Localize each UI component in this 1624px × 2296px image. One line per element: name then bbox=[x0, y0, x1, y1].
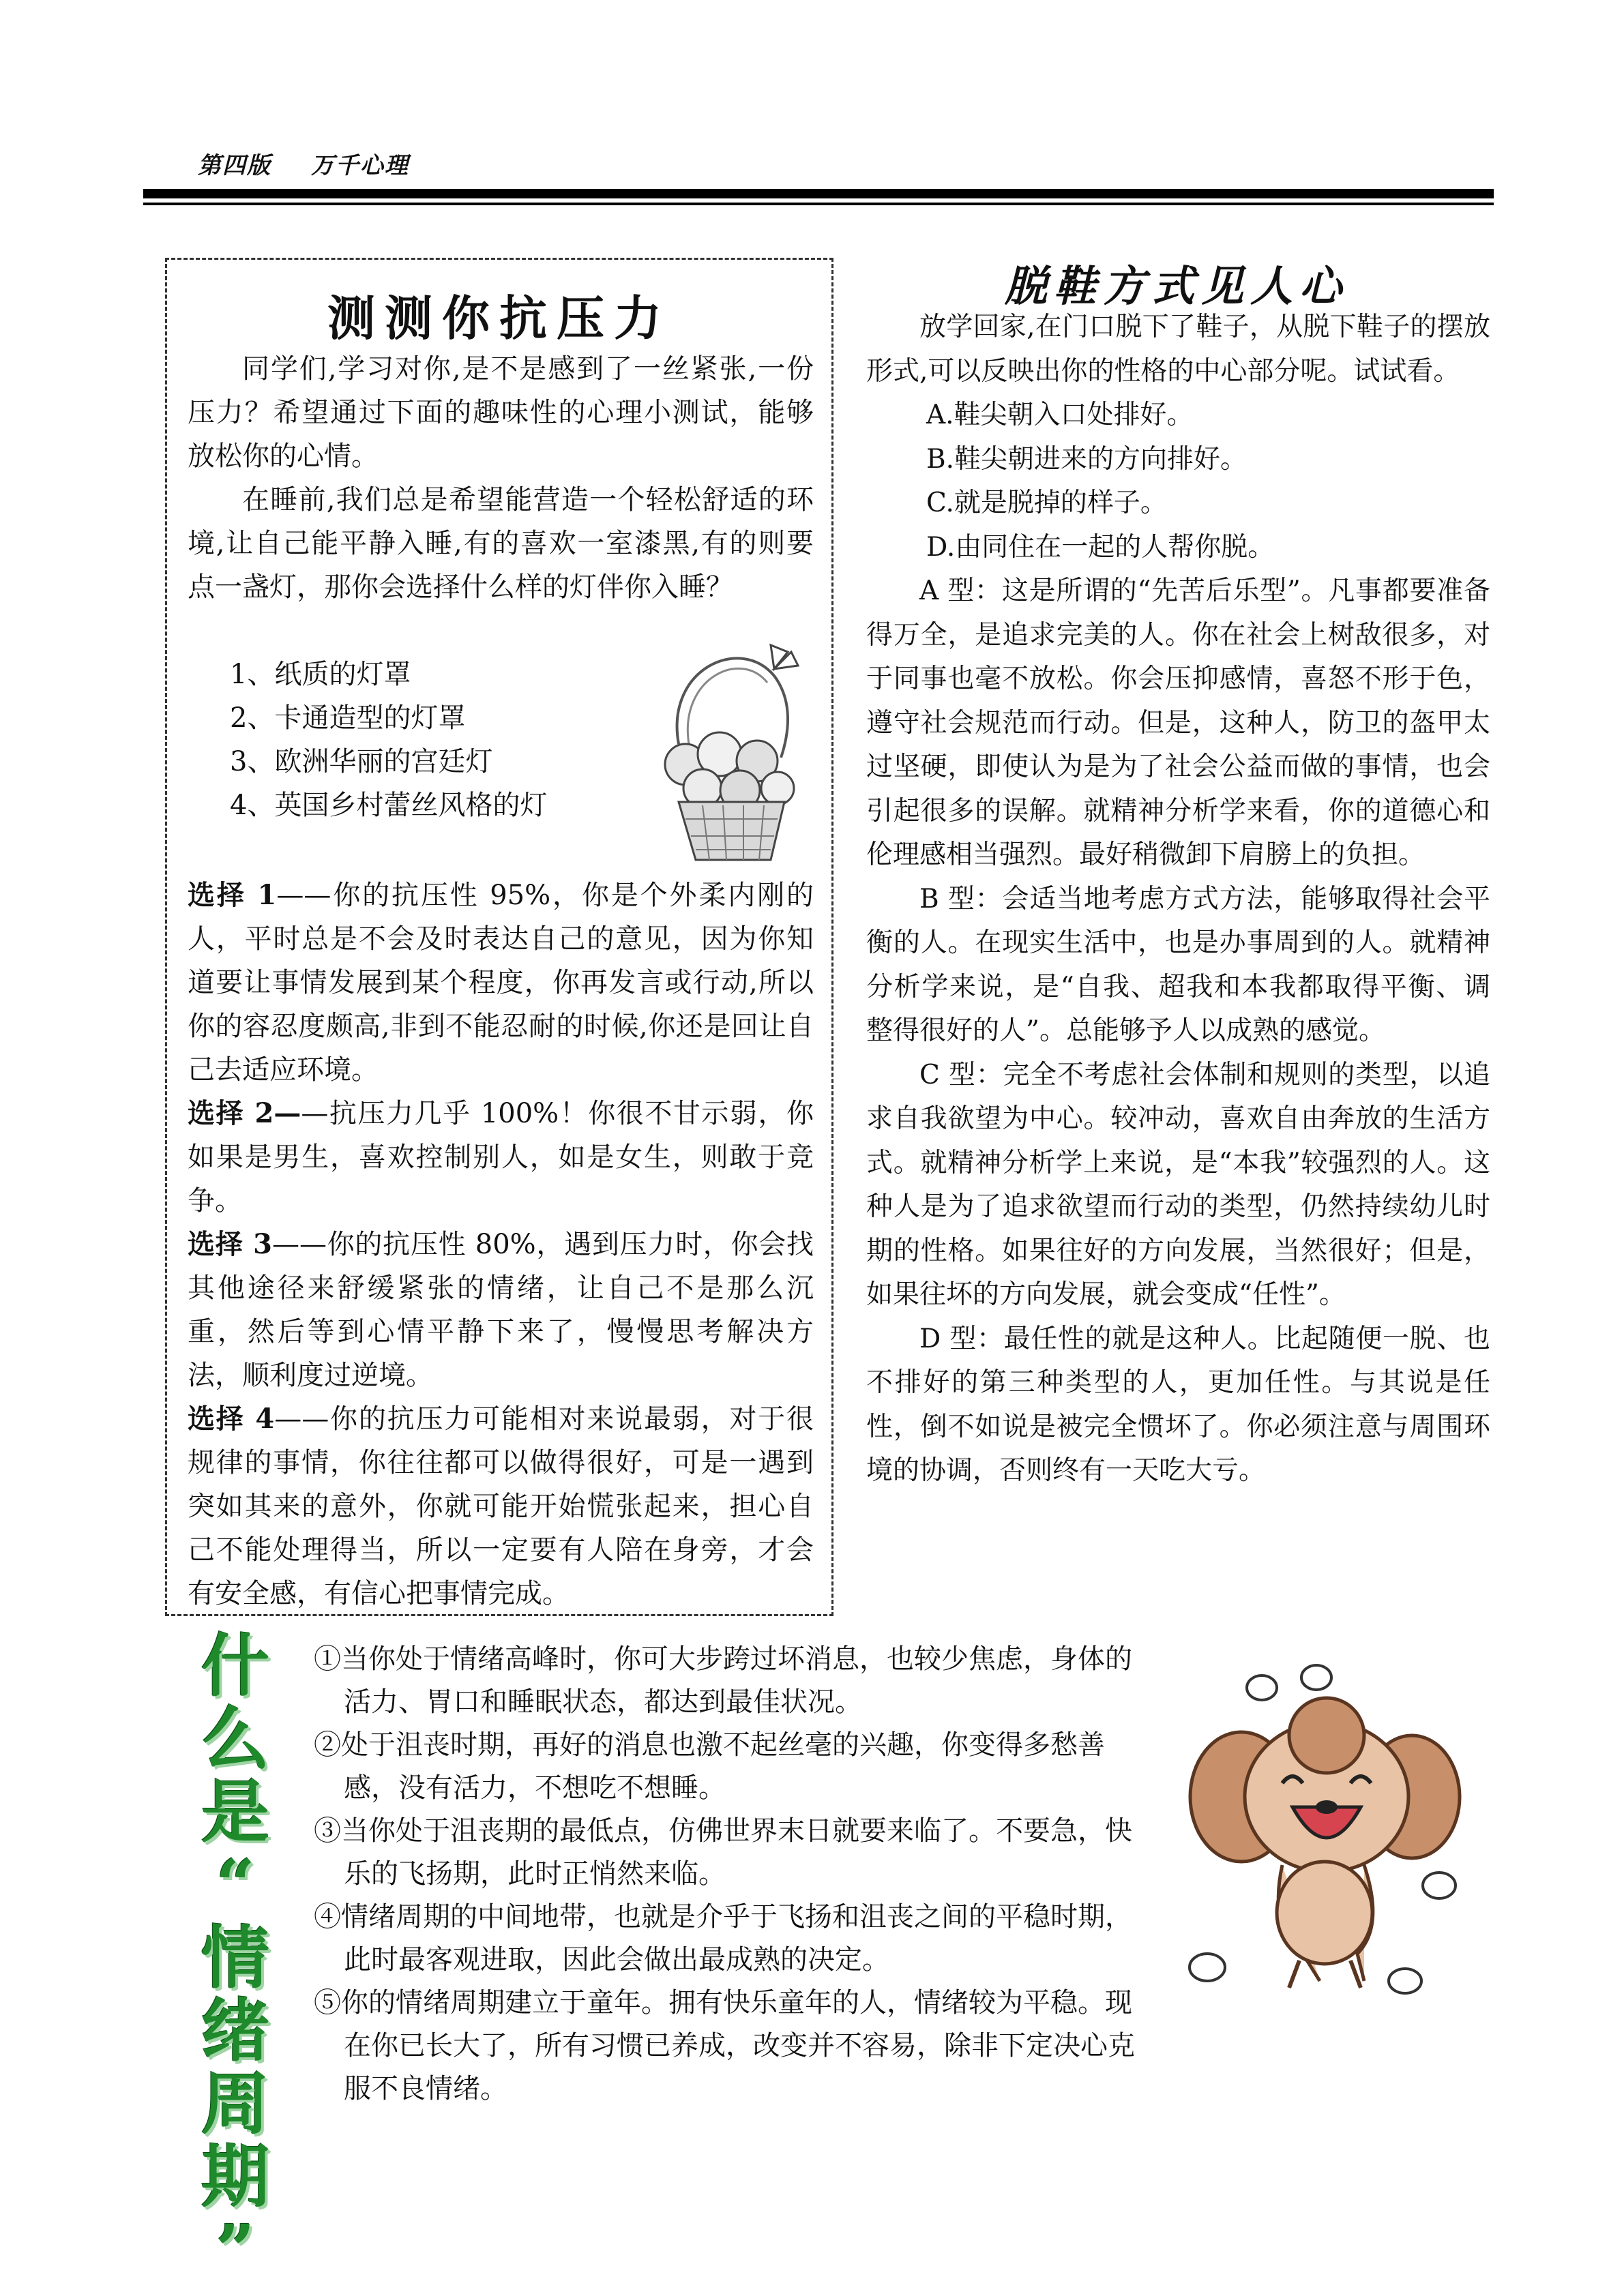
type-b: B 型：会适当地考虑方式方法，能够取得社会平衡的人。在现实生活中，也是办事周到的人。就精神分析学来说，是“自我、超我和本我都取得平衡、调整得很好的人”。总能够予人以成熟的感觉。 bbox=[866, 883, 1490, 1046]
column-label: 万千心理 bbox=[310, 152, 409, 179]
shoes-article-title: 脱鞋方式见人心 bbox=[1004, 261, 1348, 311]
page-header bbox=[198, 147, 439, 180]
intro-paragraph-1: 同学们,学习对你,是不是感到了一丝紧张,一份压力？希望通过下面的趣味性的心理小测试，能够放松你的心情。 bbox=[188, 353, 814, 472]
emotion-cycle-vertical-title bbox=[184, 1626, 286, 2290]
choice-4 bbox=[188, 1397, 814, 1615]
option-item: 4、英国乡村蕾丝风格的灯 bbox=[230, 790, 548, 821]
title-char: 什 bbox=[201, 1626, 269, 1706]
title-char: 绪 bbox=[201, 1991, 269, 2071]
shoes-article-body bbox=[866, 305, 1490, 1493]
header-rule-thick bbox=[143, 189, 1494, 198]
shoe-option: B.鞋尖朝进来的方向排好。 bbox=[926, 443, 1247, 475]
type-c: C 型：完全不考虑社会体制和规则的类型，以追求自我欲望为中心。较冲动，喜欢自由奔放的生活方式。就精神分析学上来说，是“本我”较强烈的人。这种人是为了追求欲望而行动的类型，仍然持续幼儿时期的性格。如果往好的方向发展，当然很好；但是，如果往坏的方向发展，就会变成“任性”。 bbox=[866, 1059, 1490, 1310]
title-char: ” bbox=[216, 2209, 255, 2290]
title-char: 周 bbox=[201, 2063, 269, 2144]
section-label: 第四版 bbox=[198, 152, 271, 179]
choice-1-label: 选择 1 bbox=[188, 879, 277, 911]
emotion-cycle-list bbox=[314, 1638, 1142, 2111]
choice-4-text: ——你的抗压力可能相对来说最弱，对于很规律的事情，你往往都可以做得很好，可是一遇到突如其来的意外，你就可能开始慌张起来，担心自己不能处理得当，所以一定要有人陪在身旁，才会有安全感，有信心把事情完成。 bbox=[188, 1403, 814, 1609]
choice-1-text: ——你的抗压性 95%，你是个外柔内刚的人，平时总是不会及时表达自己的意见，因为你知道要让事情发展到某个程度，你再发言或行动,所以你的容忍度颇高,非到不能忍耐的时候,你还是回让自己去适应环境。 bbox=[188, 880, 814, 1086]
cycle-item: ①当你处于情绪高峰时，你可大步跨过坏消息，也较少焦虑，身体的活力、胃口和睡眠状态，都达到最佳状况。 bbox=[314, 1643, 1132, 1718]
cycle-item: ④情绪周期的中间地带，也就是介乎于飞扬和沮丧之间的平稳时期，此时最客观进取，因此会做出最成熟的决定。 bbox=[314, 1901, 1132, 1976]
intro-paragraph-2: 在睡前,我们总是希望能营造一个轻松舒适的环境,让自己能平静入睡,有的喜欢一室漆黑,有的则要点一盏灯，那你会选择什么样的灯伴你入睡？ bbox=[188, 484, 814, 603]
choice-3-text: ——你的抗压性 80%，遇到压力时，你会找其他途径来舒缓紧张的情绪，让自己不是那么沉重，然后等到心情平静下来了，慢慢思考解决方法，顺利度过逆境。 bbox=[188, 1229, 814, 1391]
shoes-intro: 放学回家,在门口脱下了鞋子，从脱下鞋子的摆放形式,可以反映出你的性格的中心部分呢。试试看。 bbox=[866, 312, 1490, 387]
stress-test-intro bbox=[188, 347, 814, 609]
shoe-option: D.由同住在一起的人帮你脱。 bbox=[926, 531, 1275, 563]
title-char: 期 bbox=[201, 2136, 269, 2217]
option-item: 1、纸质的灯罩 bbox=[230, 659, 411, 690]
type-d: D 型：最任性的就是这种人。比起随便一脱、也不排好的第三种类型的人，更加任性。与其说是任性，倒不如说是被完全惯坏了。你必须注意与周围环境的协调，否则终有一天吃大亏。 bbox=[866, 1323, 1490, 1486]
cycle-item: ③当你处于沮丧期的最低点，仿佛世界末日就要来临了。不要急，快乐的飞扬期，此时正悄然来临。 bbox=[314, 1815, 1132, 1890]
flower-basket-lamp-illustration bbox=[638, 628, 815, 874]
choice-3 bbox=[188, 1223, 814, 1397]
stress-test-box bbox=[165, 258, 833, 1616]
choice-2-text: —抗压力几乎 100%！你很不甘示弱，你如果是男生，喜欢控制别人，如是女生，则敢于竞争。 bbox=[188, 1098, 814, 1217]
header-rule-thin bbox=[143, 203, 1494, 205]
cycle-item: ⑤你的情绪周期建立于童年。拥有快乐童年的人，情绪较为平稳。现在你已长大了，所有习惯已养成，改变并不容易，除非下定决心克服不良情绪。 bbox=[314, 1987, 1135, 2104]
title-char: 情 bbox=[201, 1918, 269, 1998]
choice-2 bbox=[188, 1092, 814, 1223]
option-item: 2、卡通造型的灯罩 bbox=[230, 702, 466, 734]
choice-4-label: 选择 4 bbox=[188, 1403, 275, 1435]
title-char: 么 bbox=[201, 1699, 269, 1779]
cartoon-puppy-illustration bbox=[1180, 1640, 1466, 1995]
shoe-option: A.鞋尖朝入口处排好。 bbox=[926, 400, 1194, 430]
cycle-item: ②处于沮丧时期，再好的消息也激不起丝毫的兴趣，你变得多愁善感，没有活力，不想吃不想睡。 bbox=[314, 1729, 1105, 1804]
option-item: 3、欧洲华丽的宫廷灯 bbox=[230, 746, 493, 777]
choice-2-label: 选择 2— bbox=[188, 1097, 301, 1129]
title-char: “ bbox=[216, 1845, 255, 1925]
shoe-option: C.就是脱掉的样子。 bbox=[926, 488, 1167, 518]
choice-1 bbox=[188, 874, 814, 1092]
stress-test-title: 测测你抗压力 bbox=[327, 290, 671, 346]
choice-3-label: 选择 3 bbox=[188, 1228, 272, 1260]
choice-results bbox=[188, 874, 814, 1615]
title-char: 是 bbox=[201, 1772, 269, 1852]
type-a: A 型：这是所谓的“先苦后乐型”。凡事都要准备得万全，是追求完美的人。你在社会上树敌很多，对于同事也毫不放松。你会压抑感情，喜怒不形于色，遵守社会规范而行动。但是，这种人，防卫的盔甲太过坚硬，即使认为是为了社会公益而做的事情，也会引起很多的误解。就精神分析学来看，你的道德心和伦理感相当强烈。最好稍微卸下肩膀上的负担。 bbox=[866, 576, 1490, 870]
